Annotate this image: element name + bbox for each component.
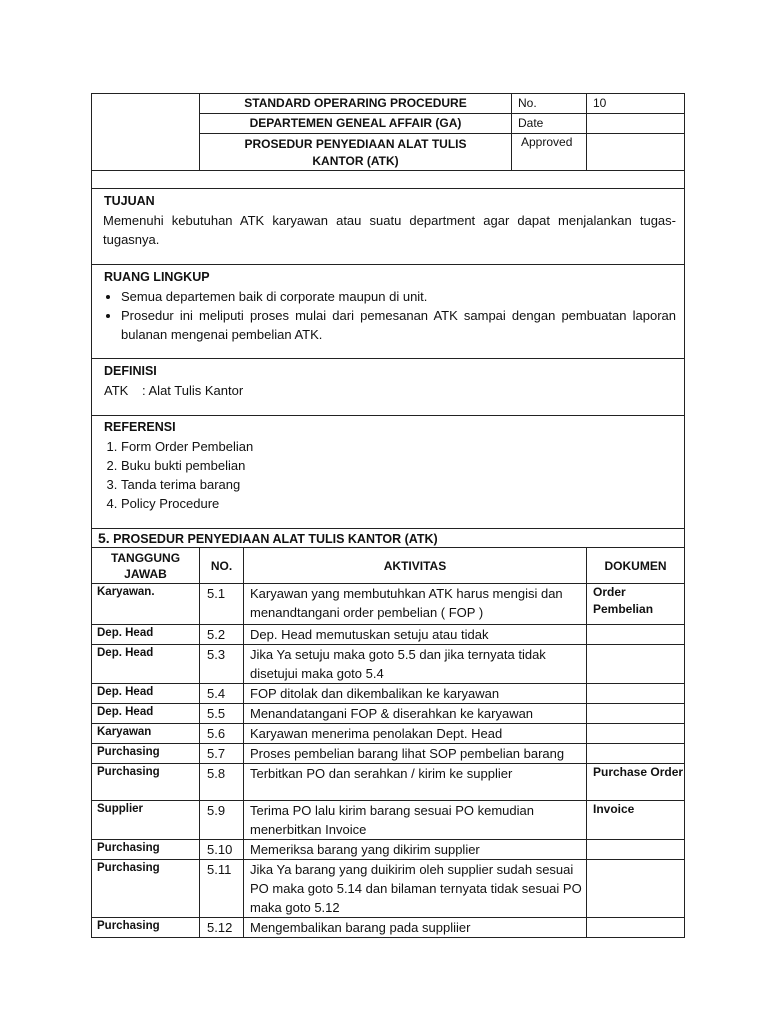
approved-value [587, 134, 685, 171]
table-row [92, 724, 685, 744]
table-row [92, 860, 685, 918]
row-number: 5.2 [200, 625, 244, 645]
definisi-meaning: : Alat Tulis Kantor [142, 382, 244, 398]
row-responsible: Purchasing [92, 744, 200, 764]
header-table [91, 93, 685, 171]
table-row [92, 704, 685, 724]
definisi-term: ATK [104, 382, 129, 398]
row-document [587, 724, 685, 744]
section-referensi [92, 415, 685, 528]
spacer-row [92, 171, 685, 188]
sections-table [91, 171, 685, 529]
row-responsible: Purchasing [92, 860, 200, 918]
row-number: 5.6 [200, 724, 244, 744]
row-activity: FOP ditolak dan dikembalikan ke karyawan [244, 684, 587, 704]
procedure-table [91, 529, 685, 939]
row-document [587, 645, 685, 684]
row-activity: Terima PO lalu kirim barang sesuai PO kemudian menerbitkan Invoice [244, 801, 587, 840]
procedure-rows [92, 584, 685, 938]
table-row [92, 764, 685, 801]
row-responsible: Dep. Head [92, 704, 200, 724]
row-document [587, 918, 685, 938]
procedure-section-title [92, 529, 685, 548]
row-activity: Menandatangani FOP & diserahkan ke karyawan [244, 704, 587, 724]
row-document: Order Pembelian [587, 584, 685, 625]
row-document [587, 840, 685, 860]
tujuan-label: TUJUAN [104, 193, 155, 208]
list-item: 2. Buku bukti pembelian [121, 456, 676, 475]
date-value [587, 114, 685, 134]
row-number: 5.12 [200, 918, 244, 938]
ruang-lingkup-label: RUANG LINGKUP [104, 269, 210, 284]
definisi-label: DEFINISI [104, 363, 157, 378]
department-title: DEPARTEMEN GENEAL AFFAIR (GA) [200, 114, 512, 134]
col-header-activity: AKTIVITAS [244, 548, 587, 584]
row-activity: Jika Ya barang yang duikirim oleh supplier sudah sesuai PO maka goto 5.14 dan bilaman ternyata tidak sesuai PO maka goto 5.12 [244, 860, 587, 918]
row-number: 5.11 [200, 860, 244, 918]
referensi-list [104, 437, 676, 513]
row-number: 5.7 [200, 744, 244, 764]
row-responsible: Purchasing [92, 840, 200, 860]
table-row [92, 684, 685, 704]
list-item: • Prosedur ini meliputi proses mulai dari pemesanan ATK sampai dengan pembuatan laporan bulanan mengenai pembelian ATK. [121, 306, 676, 344]
referensi-label: REFERENSI [104, 419, 176, 434]
table-row [92, 918, 685, 938]
row-responsible: Dep. Head [92, 684, 200, 704]
section-tujuan [92, 188, 685, 264]
row-number: 5.3 [200, 645, 244, 684]
row-document [587, 744, 685, 764]
row-document [587, 860, 685, 918]
logo-cell [92, 94, 200, 171]
procedure-number: 5. [98, 529, 110, 546]
row-responsible: Purchasing [92, 764, 200, 801]
list-item: 1. Form Order Pembelian [121, 437, 676, 456]
row-responsible: Dep. Head [92, 625, 200, 645]
no-label: No. [512, 94, 587, 114]
row-activity: Terbitkan PO dan serahkan / kirim ke supplier [244, 764, 587, 801]
list-item: 3. Tanda terima barang [121, 475, 676, 494]
row-number: 5.4 [200, 684, 244, 704]
row-activity: Proses pembelian barang lihat SOP pembelian barang [244, 744, 587, 764]
row-number: 5.8 [200, 764, 244, 801]
row-number: 5.10 [200, 840, 244, 860]
col-header-doc: DOKUMEN [587, 548, 685, 584]
doc-title: STANDARD OPERARING PROCEDURE [200, 94, 512, 114]
row-document: Invoice [587, 801, 685, 840]
row-responsible: Supplier [92, 801, 200, 840]
row-responsible: Dep. Head [92, 645, 200, 684]
row-number: 5.5 [200, 704, 244, 724]
row-document [587, 625, 685, 645]
section-ruang-lingkup [92, 264, 685, 358]
row-activity: Karyawan menerima penolakan Dept. Head [244, 724, 587, 744]
table-row [92, 645, 685, 684]
ruang-lingkup-list [104, 287, 676, 344]
list-item: • Semua departemen baik di corporate maupun di unit. [121, 287, 676, 306]
col-header-who: TANGGUNG JAWAB [92, 548, 200, 584]
no-value: 10 [587, 94, 685, 114]
row-responsible: Karyawan [92, 724, 200, 744]
date-label: Date [512, 114, 587, 134]
table-row [92, 801, 685, 840]
section-definisi [92, 358, 685, 415]
row-activity: Jika Ya setuju maka goto 5.5 dan jika ternyata tidak disetujui maka goto 5.4 [244, 645, 587, 684]
row-document [587, 684, 685, 704]
row-number: 5.1 [200, 584, 244, 625]
table-row [92, 584, 685, 625]
list-item: 4. Policy Procedure [121, 494, 676, 513]
row-activity: Mengembalikan barang pada suppliier [244, 918, 587, 938]
row-document: Purchase Order [587, 764, 685, 801]
row-activity: Memeriksa barang yang dikirim supplier [244, 840, 587, 860]
row-document [587, 704, 685, 724]
row-responsible: Karyawan. [92, 584, 200, 625]
row-activity: Dep. Head memutuskan setuju atau tidak [244, 625, 587, 645]
approved-label: Approved [512, 134, 587, 171]
row-number: 5.9 [200, 801, 244, 840]
tujuan-text: Memenuhi kebutuhan ATK karyawan atau suatu department agar dapat menjalankan tugas-tugasnya. [103, 212, 676, 247]
procedure-title: PROSEDUR PENYEDIAAN ALAT TULIS KANTOR (ATK) [200, 134, 512, 171]
definisi-entry [104, 381, 676, 400]
sop-document [91, 93, 684, 938]
row-responsible: Purchasing [92, 918, 200, 938]
table-row [92, 840, 685, 860]
table-row [92, 744, 685, 764]
table-row [92, 625, 685, 645]
row-activity: Karyawan yang membutuhkan ATK harus mengisi dan menandtangani order pembelian ( FOP ) [244, 584, 587, 625]
procedure-heading: PROSEDUR PENYEDIAAN ALAT TULIS KANTOR (ATK) [113, 531, 438, 546]
col-header-no: NO. [200, 548, 244, 584]
